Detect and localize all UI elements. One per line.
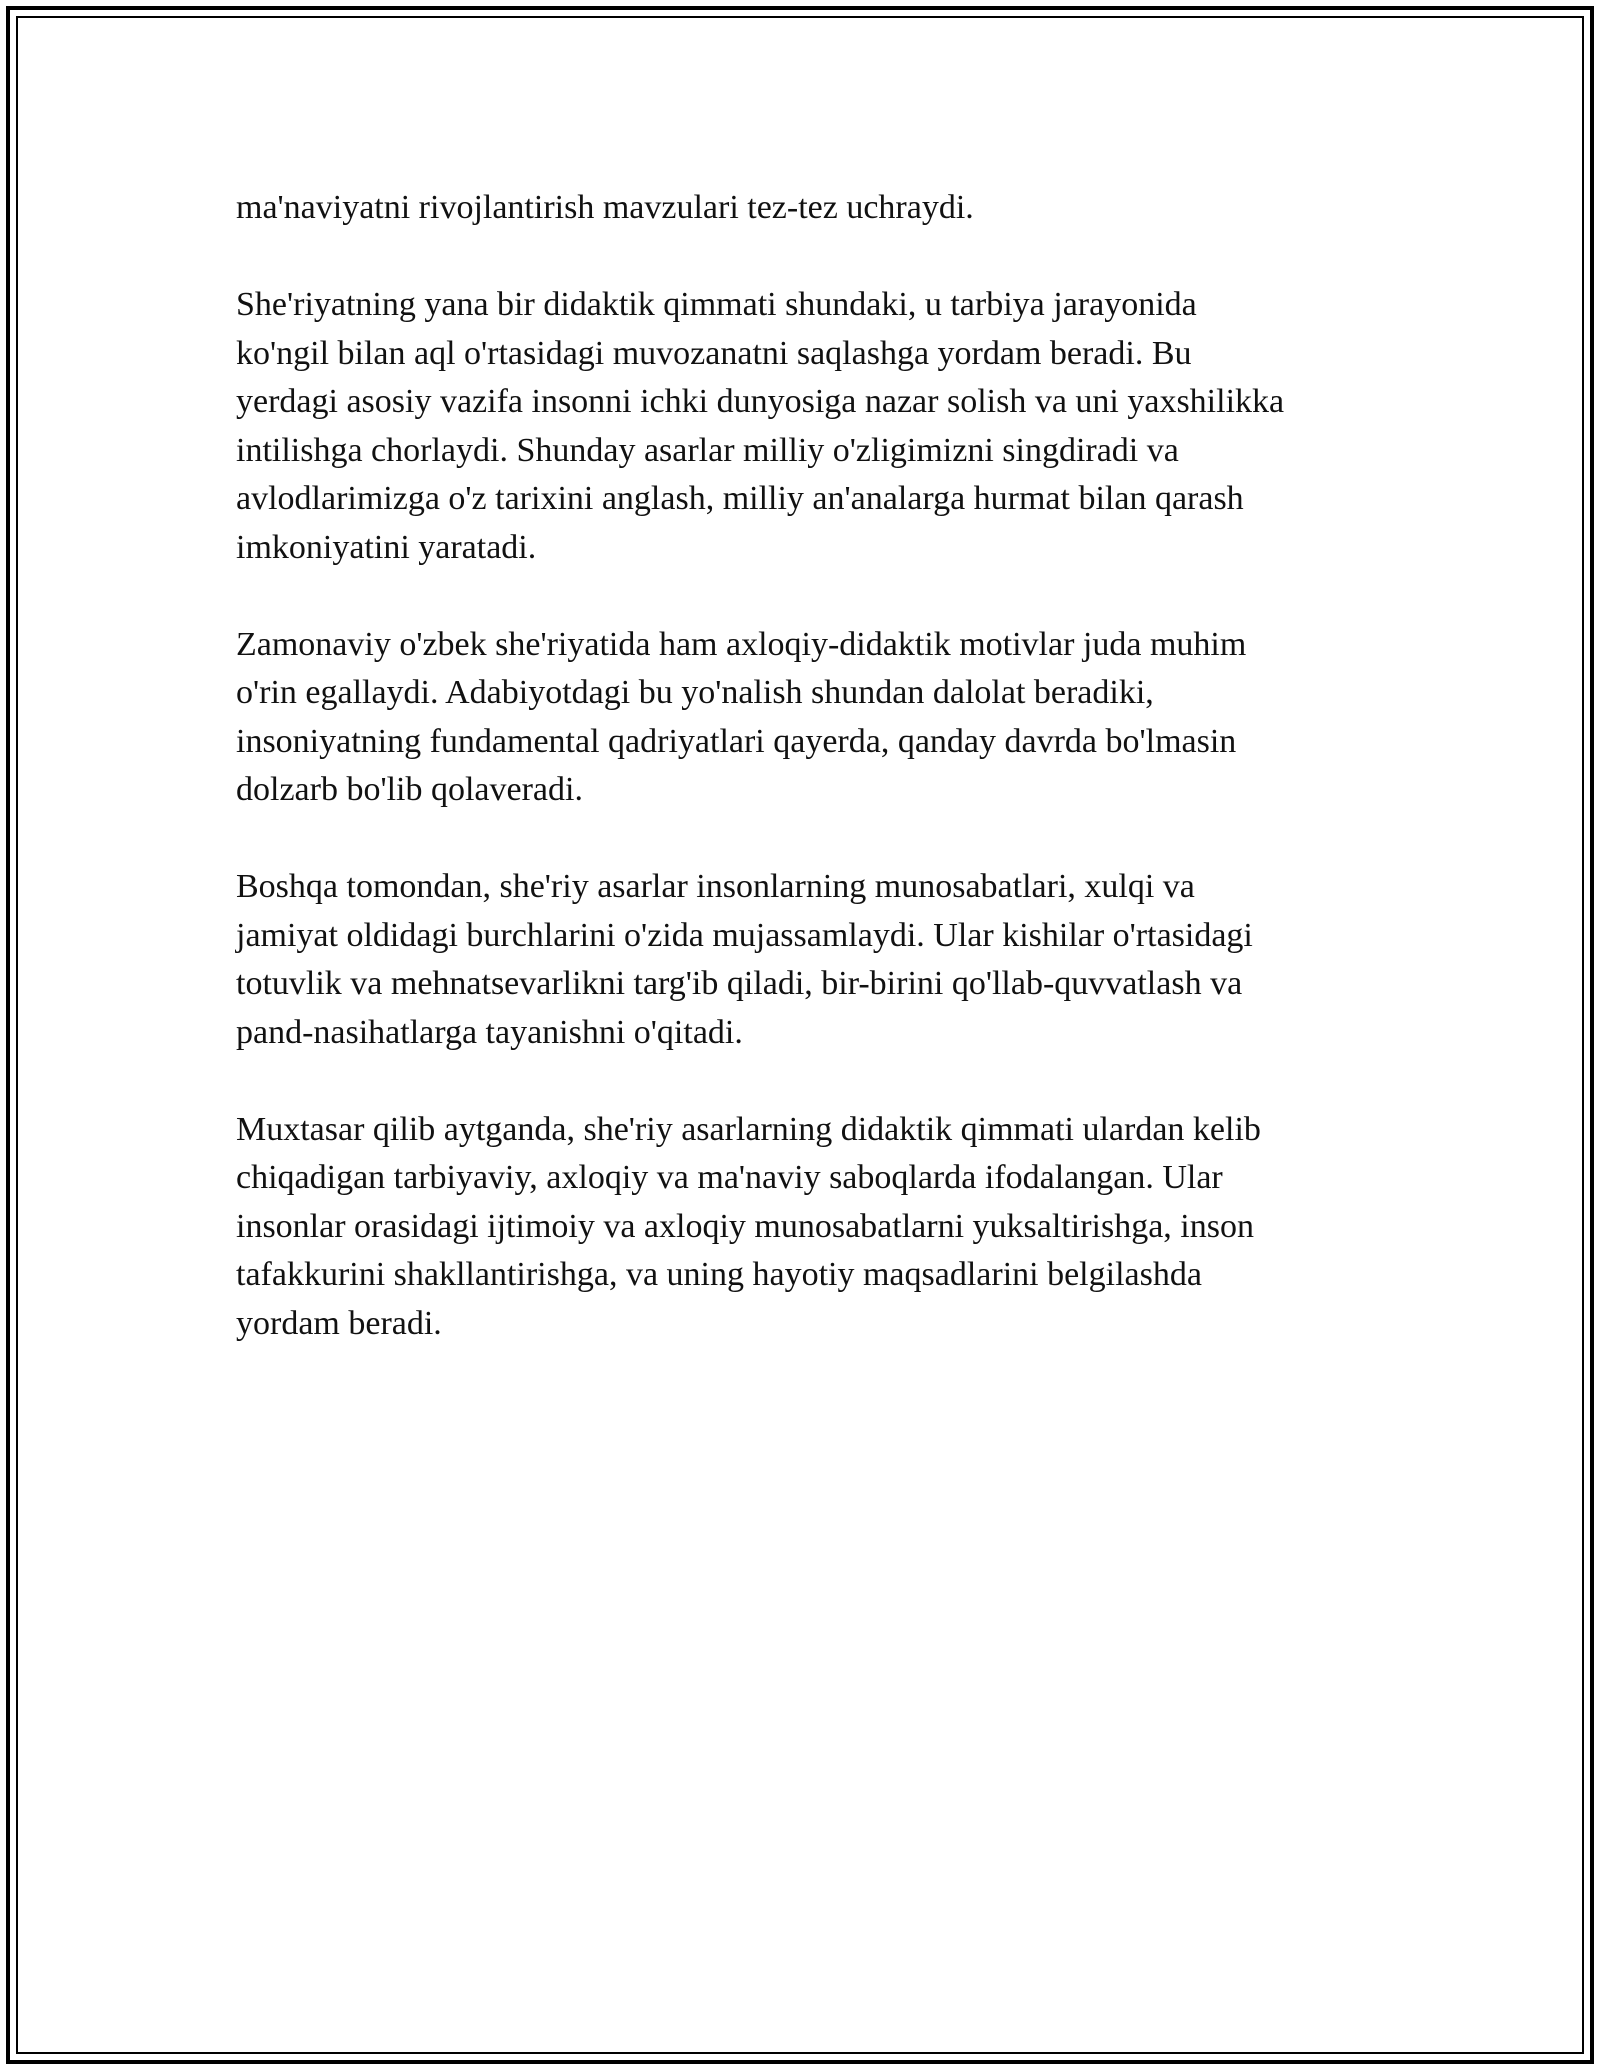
- text-line: imkoniyatini yaratadi.: [236, 528, 537, 566]
- text-line: totuvlik va mehnatsevarlikni targ'ib qiladi, bir-birini qo'llab-quvvatlash va: [236, 965, 1243, 1002]
- document-body: [236, 184, 1396, 1397]
- text-line: o'rin egallaydi. Adabiyotdagi bu yo'nalish shundan dalolat beradiki,: [236, 674, 1154, 711]
- paragraph-1: [236, 184, 1396, 233]
- paragraph-5: [236, 1106, 1396, 1349]
- text-line: tafakkurini shakllantirishga, va uning hayotiy maqsadlarini belgilashda: [236, 1256, 1202, 1293]
- text-line: Muxtasar qilib aytganda, she'riy asarlarning didaktik qimmati ulardan kelib: [236, 1110, 1261, 1148]
- text-line: yordam beradi.: [236, 1304, 442, 1342]
- paragraph-4: [236, 863, 1396, 1057]
- text-line: ma'naviyatni rivojlantirish mavzulari tez-tez uchraydi.: [236, 189, 974, 226]
- text-line: dolzarb bo'lib qolaveradi.: [236, 771, 583, 808]
- text-line: intilishga chorlaydi. Shunday asarlar milliy o'zligimizni singdiradi va: [236, 431, 1179, 469]
- text-line: jamiyat oldidagi burchlarini o'zida mujassamlaydi. Ular kishilar o'rtasidagi: [236, 916, 1253, 954]
- paragraph-3: [236, 621, 1396, 815]
- text-line: chiqadigan tarbiyaviy, axloqiy va ma'naviy saboqlarda ifodalangan. Ular: [236, 1159, 1223, 1196]
- text-line: yerdagi asosiy vazifa insonni ichki dunyosiga nazar solish va uni yaxshilikka: [236, 383, 1285, 420]
- text-line: She'riyatning yana bir didaktik qimmati shundaki, u tarbiya jarayonida: [236, 286, 1197, 323]
- text-line: pand-nasihatlarga tayanishni o'qitadi.: [236, 1013, 743, 1051]
- text-line: insonlar orasidagi ijtimoiy va axloqiy munosabatlarni yuksaltirishga, inson: [236, 1207, 1254, 1245]
- text-line: ko'ngil bilan aql o'rtasidagi muvozanatni saqlashga yordam beradi. Bu: [236, 334, 1192, 372]
- text-line: Zamonaviy o'zbek she'riyatida ham axloqiy-didaktik motivlar juda muhim: [236, 625, 1247, 663]
- text-line: Boshqa tomondan, she'riy asarlar insonlarning munosabatlari, xulqi va: [236, 868, 1195, 905]
- paragraph-2: [236, 281, 1396, 572]
- text-line: avlodlarimizga o'z tarixini anglash, milliy an'analarga hurmat bilan qarash: [236, 480, 1244, 517]
- text-line: insoniyatning fundamental qadriyatlari qayerda, qanday davrda bo'lmasin: [236, 722, 1237, 760]
